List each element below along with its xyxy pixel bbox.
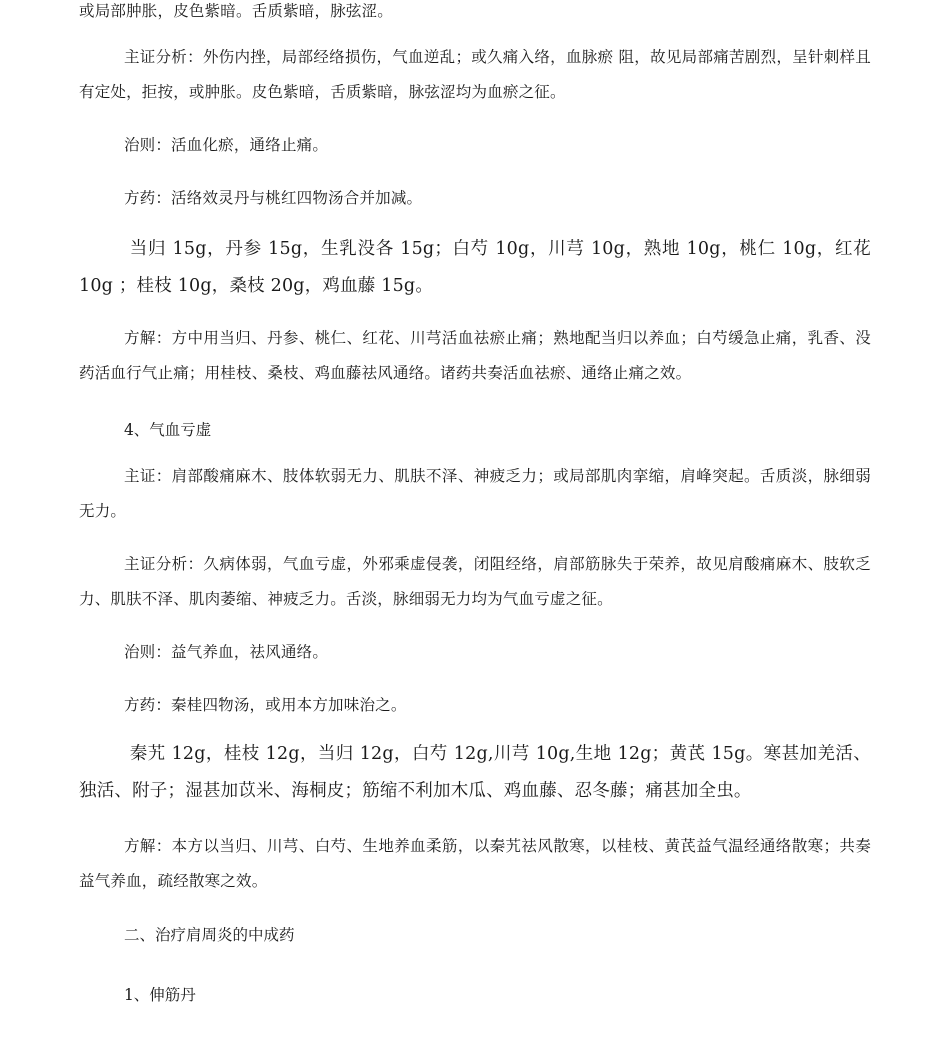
paragraph-prescription: 方药：活络效灵丹与桃红四物汤合并加减。	[123, 189, 423, 207]
paragraph-main-symptoms: 主证：肩部酸痛麻木、肢体软弱无力、肌肤不泽、神疲乏力；或局部肌肉挛缩，肩峰突起。舌质淡，脉细弱无力。	[79, 467, 871, 520]
section-heading-qi-blood-deficiency: 4、气血亏虚	[123, 421, 212, 439]
paragraph-herb-dosages-2: 秦艽 12g，桂枝 12g，当归 12g，白芍 12g,川芎 10g,生地 12g；黄芪 15g。寒甚加羌活、独活、附子；湿甚加苡米、海桐皮；筋缩不利加木瓜、鸡血藤、忍冬藤；痛甚加全虫。	[79, 744, 871, 801]
paragraph-treatment-principle: 治则：活血化瘀，通络止痛。	[123, 136, 329, 154]
paragraph-symptom-analysis: 主证分析：外伤内挫，局部经络损伤，气血逆乱；或久痛入络，血脉瘀 阻，故见局部痛苦剧烈，呈针刺样且有定处，拒按，或肿胀。皮色紫暗，舌质紫暗，脉弦涩均为血瘀之征。	[79, 48, 871, 101]
section-heading-patent-medicines: 二、治疗肩周炎的中成药	[123, 926, 295, 944]
subsection-heading-shenjindan: 1、伸筋丹	[123, 986, 196, 1004]
paragraph-herb-dosages: 当归 15g，丹参 15g，生乳没各 15g；白芍 10g，川芎 10g，熟地 10g，桃仁 10g，红花 10g ；桂枝 10g，桑枝 20g，鸡血藤 15g。	[79, 239, 871, 296]
paragraph-formula-explanation: 方解：方中用当归、丹参、桃仁、红花、川芎活血祛瘀止痛；熟地配当归以养血；白芍缓急止痛，乳香、没药活血行气止痛；用桂枝、桑枝、鸡血藤祛风通络。诸药共奏活血祛瘀、通络止痛之效。	[79, 329, 871, 382]
paragraph-prescription-2: 方药：秦桂四物汤，或用本方加味治之。	[123, 696, 407, 714]
paragraph-continuation: 或局部肿胀，皮色紫暗。舌质紫暗，脉弦涩。	[79, 2, 394, 20]
paragraph-treatment-principle-2: 治则：益气养血，祛风通络。	[123, 643, 329, 661]
paragraph-formula-explanation-2: 方解：本方以当归、川芎、白芍、生地养血柔筋，以秦艽祛风散寒，以桂枝、黄芪益气温经通络散寒；共奏益气养血，疏经散寒之效。	[79, 837, 871, 890]
paragraph-symptom-analysis-2: 主证分析：久病体弱，气血亏虚，外邪乘虚侵袭，闭阻经络，肩部筋脉失于荣养，故见肩酸痛麻木、肢软乏力、肌肤不泽、肌肉萎缩、神疲乏力。舌淡，脉细弱无力均为气血亏虚之征。	[79, 555, 871, 608]
